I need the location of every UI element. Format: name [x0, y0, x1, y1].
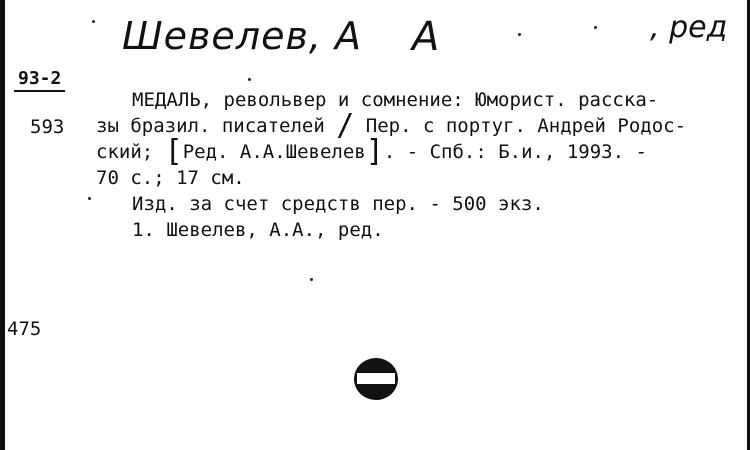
speck [310, 278, 313, 281]
entry-translator: Пер. с португ. Андрей Родос- [365, 115, 687, 137]
entry-tracing: 1. Шевелев, А.А., ред. [132, 219, 384, 241]
entry-line-2 [96, 108, 721, 143]
entry-translator-end: ский; [96, 141, 154, 163]
handwritten-role: , ред [650, 10, 728, 45]
entry-imprint: . - Спб.: Б.и., 1993. - [383, 141, 647, 163]
accession-number: 475 [7, 318, 42, 340]
speck [92, 20, 95, 23]
entry-physical-description: 70 с.; 17 см. [96, 167, 245, 189]
left-bracket-glyph: [ [164, 134, 183, 169]
punch-hole-icon [352, 355, 400, 403]
entry-editor: Ред. А.А.Шевелев [182, 141, 366, 163]
speck [518, 33, 521, 36]
entry-line-title: МЕДАЛЬ, револьвер и сомнение: Юморист. расска- [132, 89, 659, 111]
right-bracket-glyph: ] [365, 134, 384, 169]
bibliographic-entry [96, 87, 721, 243]
handwritten-author: Шевелев, А [122, 14, 363, 58]
speck [88, 197, 91, 200]
shelf-mark: 93-2 [14, 70, 65, 92]
speck [248, 78, 251, 81]
card-left-edge [0, 0, 5, 450]
handwritten-initial: А [412, 14, 440, 60]
entry-line-3 [96, 134, 721, 169]
entry-subtitle-end: зы бразил. писателей [96, 115, 325, 137]
speck [594, 26, 597, 29]
entry-note: Изд. за счет средств пер. - 500 экз. [132, 193, 544, 215]
call-number: 593 [30, 116, 65, 138]
slash-separator-glyph: / [336, 108, 355, 143]
